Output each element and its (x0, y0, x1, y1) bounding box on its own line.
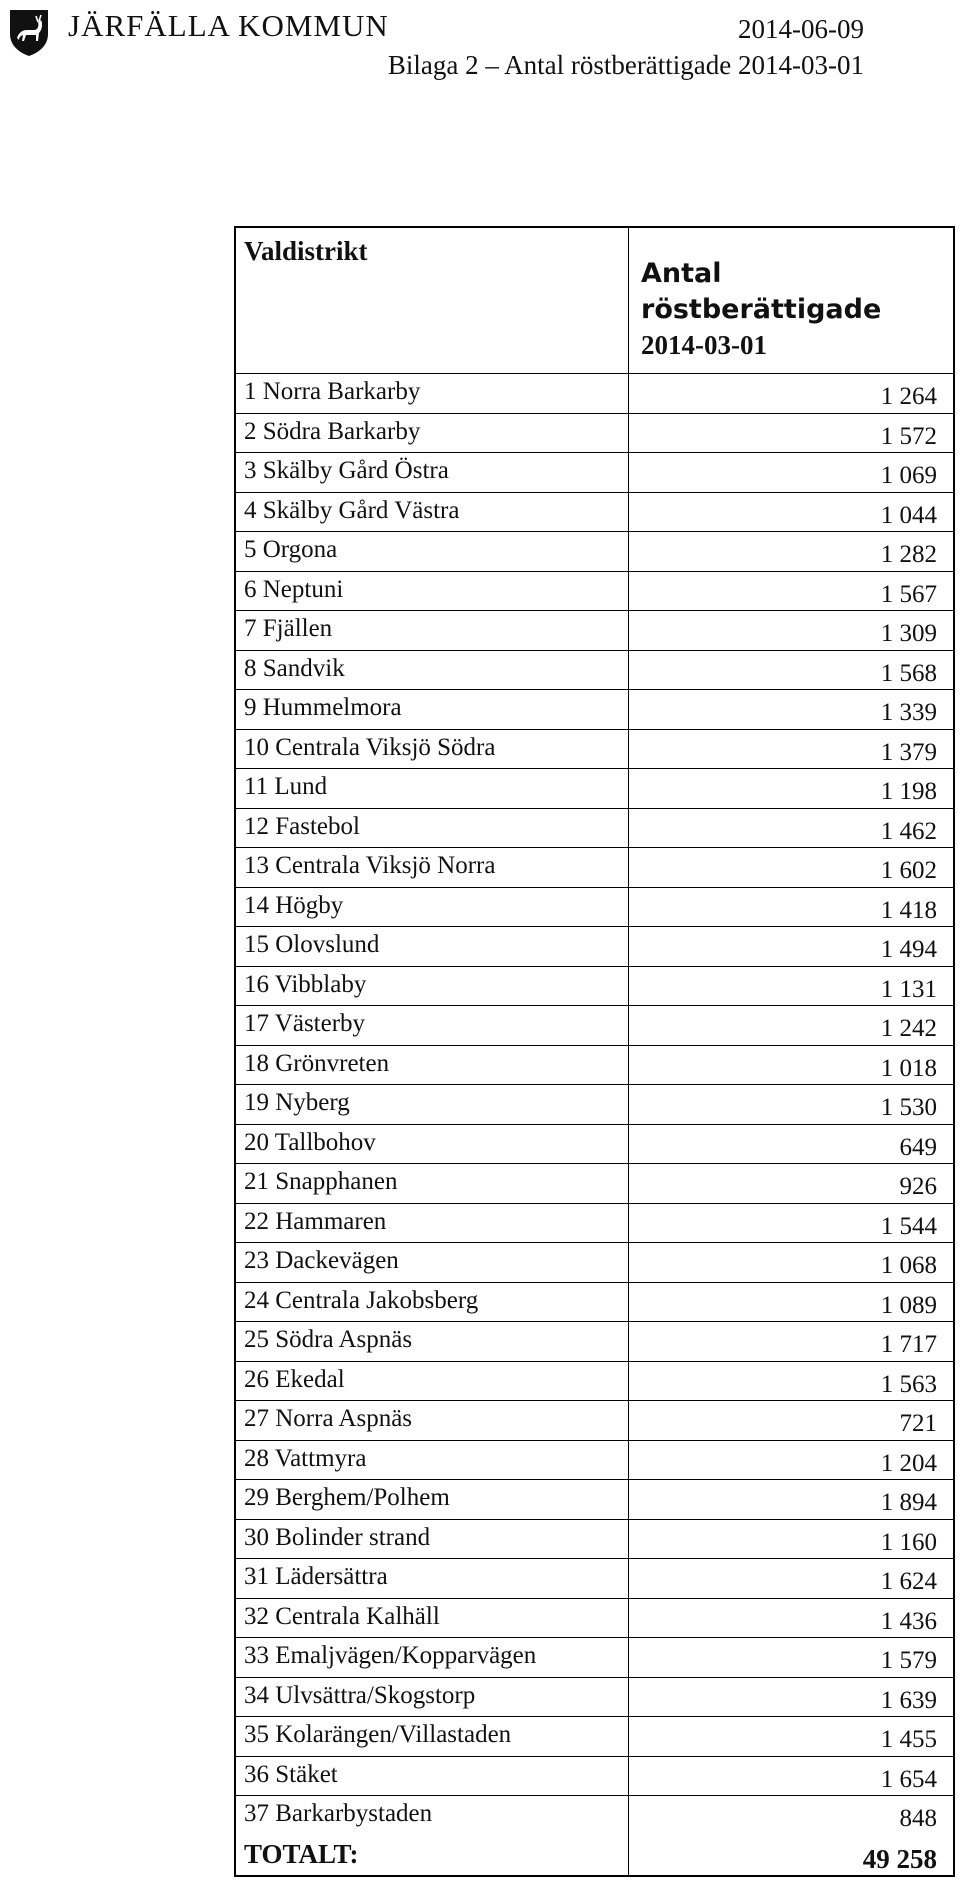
table-row (236, 572, 953, 612)
voter-count-cell: 1 131 (880, 975, 937, 1003)
district-name-cell: 22 Hammaren (236, 1204, 629, 1243)
district-name-cell: 14 Högby (236, 888, 629, 927)
table-body (236, 374, 953, 1836)
table-row (236, 1401, 953, 1441)
total-label: TOTALT: (236, 1836, 629, 1876)
table-row (236, 1125, 953, 1165)
voter-count-cell: 1 654 (880, 1765, 937, 1793)
voter-count-cell: 1 602 (880, 857, 937, 884)
table-row (236, 453, 953, 493)
table-row (236, 1362, 953, 1402)
voter-count-cell: 1 894 (880, 1489, 937, 1516)
voter-count-cell: 1 160 (880, 1528, 937, 1556)
table-row (236, 1559, 953, 1599)
voter-count-cell: 649 (899, 1133, 937, 1161)
column-header-voters-date: 2014-03-01 (641, 330, 767, 360)
district-name-cell: 28 Vattmyra (236, 1441, 629, 1480)
district-name-cell: 17 Västerby (236, 1006, 629, 1045)
voter-count-cell: 1 639 (880, 1686, 937, 1714)
voters-table (234, 226, 955, 1877)
district-name-cell: 27 Norra Aspnäs (236, 1401, 629, 1440)
voter-count-cell: 1 018 (880, 1054, 937, 1082)
table-row (236, 1164, 953, 1204)
table-row (236, 1599, 953, 1639)
column-header-voters (629, 228, 953, 373)
district-name-cell: 30 Bolinder strand (236, 1520, 629, 1559)
voter-count-cell: 1 379 (880, 738, 937, 766)
table-row (236, 1678, 953, 1718)
table-row (236, 611, 953, 651)
voter-count-cell: 1 339 (880, 699, 937, 726)
district-name-cell: 6 Neptuni (236, 572, 629, 611)
table-row (236, 414, 953, 454)
table-row (236, 1322, 953, 1362)
voter-count-cell: 1 494 (880, 936, 937, 963)
table-row (236, 927, 953, 967)
table-row (236, 1757, 953, 1797)
table-row (236, 1480, 953, 1520)
table-row (236, 1006, 953, 1046)
table-row (236, 769, 953, 809)
voter-count-cell: 1 462 (880, 817, 937, 845)
voter-count-cell: 1 436 (880, 1607, 937, 1635)
document-subtitle: Bilaga 2 – Antal röstberättigade 2014-03-01 (387, 50, 864, 80)
voter-count-cell: 1 069 (880, 462, 937, 489)
voter-count-cell: 1 624 (880, 1568, 937, 1595)
district-name-cell: 21 Snapphanen (236, 1164, 629, 1203)
table-row (236, 888, 953, 928)
voter-count-cell: 926 (899, 1173, 937, 1200)
voter-count-cell: 1 579 (880, 1647, 937, 1674)
voter-count-cell: 1 242 (880, 1015, 937, 1042)
district-name-cell: 35 Kolarängen/Villastaden (236, 1717, 629, 1756)
district-name-cell: 1 Norra Barkarby (236, 374, 629, 413)
district-name-cell: 34 Ulvsättra/Skogstorp (236, 1678, 629, 1717)
column-header-voters-line2: röstberättigade (641, 294, 882, 325)
district-name-cell: 2 Södra Barkarby (236, 414, 629, 453)
voter-count-cell: 721 (899, 1410, 937, 1437)
column-header-district: Valdistrikt (236, 228, 629, 373)
table-row (236, 1441, 953, 1481)
district-name-cell: 4 Skälby Gård Västra (236, 493, 629, 532)
district-name-cell: 3 Skälby Gård Östra (236, 453, 629, 492)
municipality-coat-of-arms-icon (8, 8, 50, 58)
district-name-cell: 36 Stäket (236, 1757, 629, 1796)
page-header (0, 0, 960, 110)
voter-count-cell: 1 309 (880, 620, 937, 647)
table-row (236, 1243, 953, 1283)
document-date: 2014-06-09 (738, 14, 864, 44)
voter-count-cell: 848 (899, 1805, 937, 1832)
district-name-cell: 13 Centrala Viksjö Norra (236, 848, 629, 887)
voter-count-cell: 1 717 (880, 1331, 937, 1358)
table-row (236, 848, 953, 888)
district-name-cell: 19 Nyberg (236, 1085, 629, 1124)
district-name-cell: 33 Emaljvägen/Kopparvägen (236, 1638, 629, 1677)
voter-count-cell: 1 044 (880, 501, 937, 529)
district-name-cell: 24 Centrala Jakobsberg (236, 1283, 629, 1322)
district-name-cell: 16 Vibblaby (236, 967, 629, 1006)
district-name-cell: 20 Tallbohov (236, 1125, 629, 1164)
district-name-cell: 15 Olovslund (236, 927, 629, 966)
voter-count-cell: 1 455 (880, 1726, 937, 1753)
voter-count-cell: 1 567 (880, 580, 937, 608)
total-row (236, 1836, 953, 1876)
district-name-cell: 10 Centrala Viksjö Södra (236, 730, 629, 769)
district-name-cell: 9 Hummelmora (236, 690, 629, 729)
voter-count-cell: 1 544 (880, 1212, 937, 1240)
voter-count-cell: 1 282 (880, 541, 937, 568)
table-row (236, 1717, 953, 1757)
table-row (236, 809, 953, 849)
voter-count-cell: 1 068 (880, 1252, 937, 1279)
district-name-cell: 12 Fastebol (236, 809, 629, 848)
voter-count-cell: 1 572 (880, 422, 937, 450)
table-header-row (236, 228, 953, 374)
voter-count-cell: 1 418 (880, 896, 937, 924)
table-row (236, 690, 953, 730)
voter-count-cell: 1 198 (880, 778, 937, 805)
table-row (236, 730, 953, 770)
voter-count-cell: 1 264 (880, 383, 937, 410)
district-name-cell: 37 Barkarbystaden (236, 1796, 629, 1836)
table-row (236, 1796, 953, 1836)
district-name-cell: 32 Centrala Kalhäll (236, 1599, 629, 1638)
table-row (236, 493, 953, 533)
voter-count-cell: 1 089 (880, 1291, 937, 1319)
table-row (236, 374, 953, 414)
organization-name: JÄRFÄLLA KOMMUN (68, 8, 389, 43)
district-name-cell: 25 Södra Aspnäs (236, 1322, 629, 1361)
district-name-cell: 26 Ekedal (236, 1362, 629, 1401)
table-row (236, 967, 953, 1007)
table-row (236, 1520, 953, 1560)
table-row (236, 1085, 953, 1125)
table-row (236, 1638, 953, 1678)
column-header-voters-line1: Antal (641, 258, 722, 289)
voter-count-cell: 1 563 (880, 1370, 937, 1398)
voter-count-cell: 1 530 (880, 1094, 937, 1121)
total-value: 49 258 (862, 1843, 937, 1874)
voter-count-cell: 1 568 (880, 659, 937, 687)
district-name-cell: 8 Sandvik (236, 651, 629, 690)
district-name-cell: 23 Dackevägen (236, 1243, 629, 1282)
district-name-cell: 11 Lund (236, 769, 629, 808)
table-row (236, 532, 953, 572)
district-name-cell: 18 Grönvreten (236, 1046, 629, 1085)
district-name-cell: 7 Fjällen (236, 611, 629, 650)
district-name-cell: 29 Berghem/Polhem (236, 1480, 629, 1519)
table-row (236, 1046, 953, 1086)
table-row (236, 1283, 953, 1323)
table-row (236, 1204, 953, 1244)
district-name-cell: 5 Orgona (236, 532, 629, 571)
table-row (236, 651, 953, 691)
voter-count-cell: 1 204 (880, 1449, 937, 1477)
district-name-cell: 31 Lädersättra (236, 1559, 629, 1598)
